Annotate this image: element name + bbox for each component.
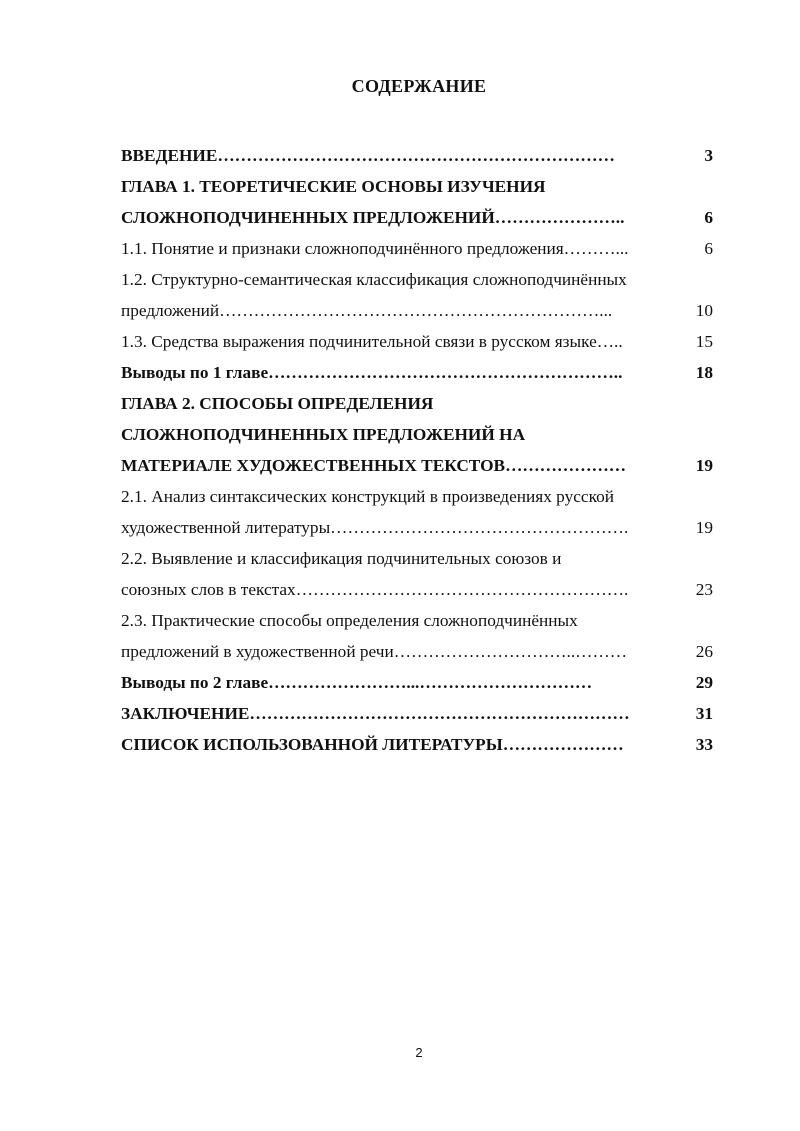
toc-entry-text: Выводы по 2 главе……………………...………………………… [121, 673, 593, 692]
toc-entry-text: СЛОЖНОПОДЧИНЕННЫХ ПРЕДЛОЖЕНИЙ НА [121, 425, 526, 444]
toc-entry-text: 2.3. Практические способы определения сложноподчинённых [121, 611, 578, 630]
toc-entry [121, 636, 713, 667]
page-number: 2 [415, 1045, 423, 1060]
toc-entry-page: 15 [695, 332, 713, 351]
toc-entry-text: ЗАКЛЮЧЕНИЕ………………………………………………………… [121, 704, 630, 723]
toc-entry [121, 388, 713, 419]
toc-entry-page: 23 [695, 580, 713, 599]
toc-entry [121, 357, 713, 388]
toc-entry-text: 1.3. Средства выражения подчинительной связи в русском языке….. [121, 332, 623, 351]
toc-entry [121, 729, 713, 760]
toc-entry [121, 605, 713, 636]
toc-entry [121, 450, 713, 481]
toc-entry [121, 326, 713, 357]
toc-entry-text: Выводы по 1 главе…………………………………………………….. [121, 363, 623, 382]
toc-entry-text: ВВЕДЕНИЕ…………………………………………………………… [121, 146, 615, 165]
toc-entry [121, 171, 713, 202]
toc-entry-text: 2.2. Выявление и классификация подчинительных союзов и [121, 549, 562, 568]
toc-entry [121, 202, 713, 233]
toc-entry-page: 33 [695, 735, 713, 754]
toc-entry-text: 1.2. Структурно-семантическая классификация сложноподчинённых [121, 270, 627, 289]
toc-entry [121, 233, 713, 264]
toc-entry-page: 3 [704, 146, 713, 165]
toc-entry-text: ГЛАВА 2. СПОСОБЫ ОПРЕДЕЛЕНИЯ [121, 394, 434, 413]
toc-entry-text: 1.1. Понятие и признаки сложноподчинённого предложения………... [121, 239, 629, 258]
toc-entry-text: предложений в художественной речи…………………………..……… [121, 642, 628, 661]
toc-entry [121, 543, 713, 574]
toc-entry-page: 19 [695, 518, 713, 537]
toc-entry-text: союзных слов в текстах…………………………………………………. [121, 580, 629, 599]
toc-entry [121, 481, 713, 512]
toc-entry-text: СЛОЖНОПОДЧИНЕННЫХ ПРЕДЛОЖЕНИЙ………………….. [121, 208, 625, 227]
toc-entry [121, 667, 713, 698]
toc-entry [121, 140, 713, 171]
toc-entry-page: 18 [695, 363, 713, 382]
toc-entry-page: 29 [695, 673, 713, 692]
toc-entry-page: 26 [695, 642, 713, 661]
toc-entry-page: 6 [704, 239, 713, 258]
toc-entry-page: 10 [695, 301, 713, 320]
toc-entry [121, 419, 713, 450]
toc-entry-page: 31 [695, 704, 713, 723]
toc-entry [121, 264, 713, 295]
toc-entry-text: МАТЕРИАЛЕ ХУДОЖЕСТВЕННЫХ ТЕКСТОВ………………… [121, 456, 627, 475]
toc-entry [121, 574, 713, 605]
toc-entry-text: СПИСОК ИСПОЛЬЗОВАННОЙ ЛИТЕРАТУРЫ………………… [121, 735, 624, 754]
toc-entry [121, 295, 713, 326]
toc-entry-text: художественной литературы……………………………………………. [121, 518, 629, 537]
page-title: СОДЕРЖАНИЕ [351, 76, 487, 96]
toc-entry-text: ГЛАВА 1. ТЕОРЕТИЧЕСКИЕ ОСНОВЫ ИЗУЧЕНИЯ [121, 177, 546, 196]
table-of-contents [121, 140, 713, 760]
toc-entry-page: 19 [695, 456, 713, 475]
toc-entry-text: предложений…………………………………………………………... [121, 301, 613, 320]
toc-entry [121, 512, 713, 543]
toc-entry [121, 698, 713, 729]
toc-entry-text: 2.1. Анализ синтаксических конструкций в произведениях русской [121, 487, 614, 506]
toc-entry-page: 6 [704, 208, 713, 227]
